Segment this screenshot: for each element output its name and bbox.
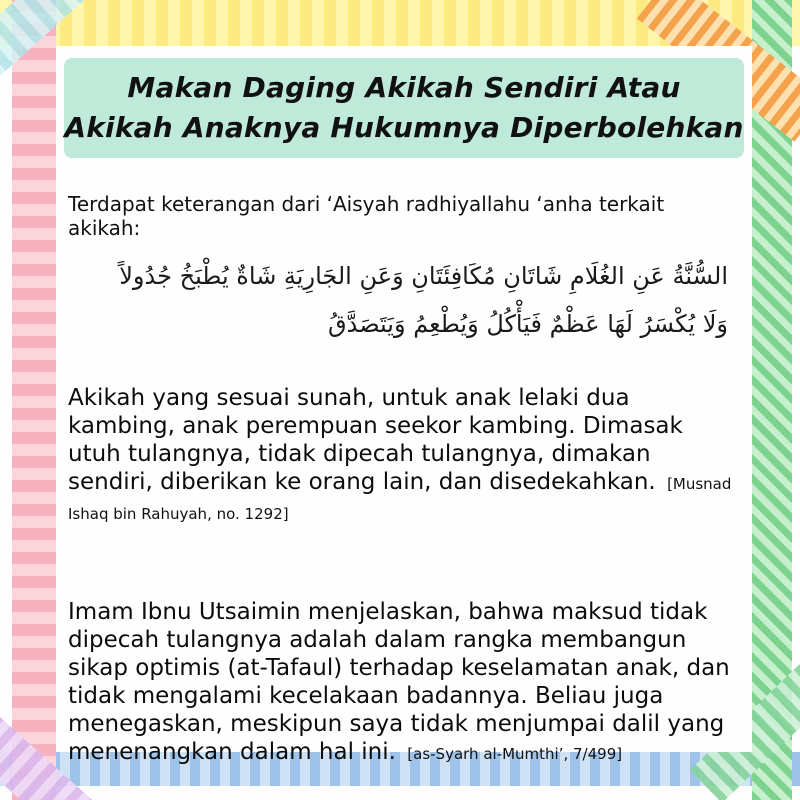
- paragraph-1-text: Akikah yang sesuai sunah, untuk anak lelaki dua kambing, anak perempuan seekor kambing. Dimasak utuh tulangnya, tidak dipecah tulangnya, dimakan sendiri, diberikan ke orang lain, dan disedekahkan.: [68, 385, 683, 495]
- title-line-1: Makan Daging Akikah Sendiri Atau: [127, 71, 681, 104]
- title-line-2: Akikah Anaknya Hukumnya Diperbolehkan: [64, 111, 744, 144]
- title-banner: [64, 58, 744, 158]
- paragraph-1-citation: [Musnad Ishaq bin Rahuyah, no. 1292]: [68, 475, 732, 523]
- explanation-paragraph-1: [68, 384, 738, 528]
- content-card: [56, 46, 752, 765]
- washi-tape-left: [12, 0, 56, 800]
- hadith-arabic: [66, 252, 728, 348]
- intro-text: Terdapat keterangan dari ‘Aisyah radhiyallahu ‘anha terkait akikah:: [68, 192, 665, 240]
- paragraph-2-text: Imam Ibnu Utsaimin menjelaskan, bahwa maksud tidak dipecah tulangnya adalah dalam rangka membangun sikap optimis (at-Tafaul) terhadap keselamatan anak, dan tidak mengalami kecelakaan badannya. Beliau juga menegaskan, meskipun saya tidak menjumpai dalil yang menenangkan dalam hal ini.: [68, 599, 730, 765]
- hadith-arabic-line-1: السُّنَّةُ عَنِ الغُلَامِ شَاتَانِ مُكَافِئَتَانِ وَعَنِ الجَارِيَةِ شَاةٌ يُطْبَخُ جُدُولاً: [119, 262, 728, 290]
- hadith-arabic-line-2: وَلَا يُكْسَرُ لَهَا عَظْمٌ فَيَأْكُلُ وَيُطْعِمُ وَيَتَصَدَّقُ: [328, 310, 728, 338]
- paragraph-2-citation: [as-Syarh al-Mumthi’, 7/499]: [407, 745, 623, 763]
- explanation-paragraph-2: [68, 598, 738, 768]
